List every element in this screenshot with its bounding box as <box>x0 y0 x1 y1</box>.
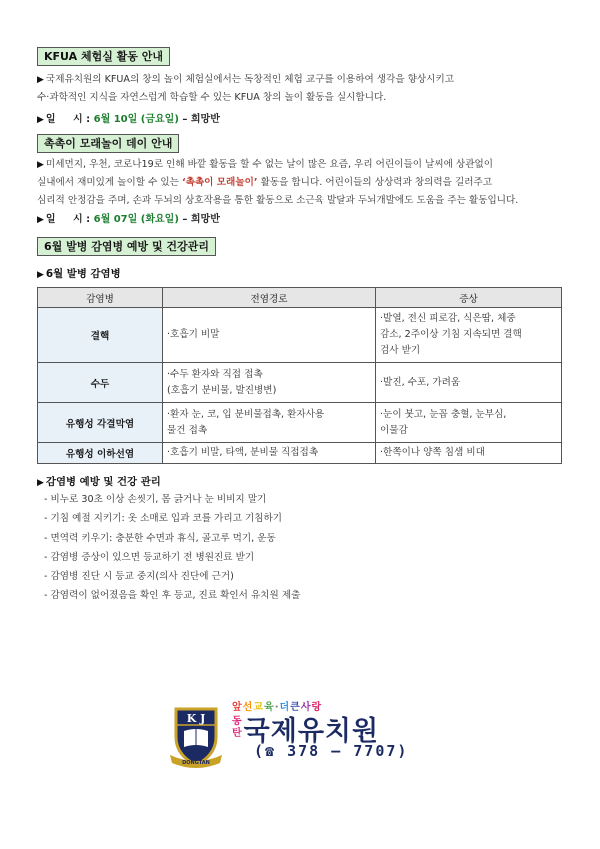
kfua-date-line <box>37 110 220 125</box>
symptom-line: ·한쪽이나 양쪽 침샘 비대 <box>380 447 485 458</box>
kfua-description <box>37 71 567 107</box>
slogan-char: 육 <box>264 702 275 713</box>
dongtan-char-1: 동 <box>232 716 242 727</box>
sand-class: – 희망반 <box>182 214 220 225</box>
kindergarten-name: 국제유치원 <box>243 715 380 747</box>
brand-name <box>232 713 380 747</box>
slogan-char: 사 <box>300 702 312 713</box>
sand-date-line <box>37 210 220 225</box>
prevention-heading-text: 감염병 예방 및 건강 관리 <box>45 476 161 488</box>
symptom-line: 검사 받기 <box>380 345 421 356</box>
slogan-char: 교 <box>253 702 265 713</box>
route-line: ·환자 눈, 코, 입 분비물접촉, 환자사용 <box>167 408 325 420</box>
table-row <box>38 403 562 443</box>
route-cell <box>163 308 376 363</box>
symptom-cell <box>376 443 562 464</box>
kfua-date-label: 일 시 : <box>45 114 91 125</box>
disease-name: 유행성 각결막염 <box>38 403 163 443</box>
health-section-title: 6월 발병 감염병 예방 및 건강관리 <box>37 237 216 256</box>
col-header-symptoms: 증상 <box>376 288 562 308</box>
symptom-line: 이물감 <box>380 424 408 436</box>
list-item: - 비누로 30초 이상 손씻기, 몸 긁거나 눈 비비지 말기 <box>44 494 267 505</box>
disease-name: 유행성 이하선염 <box>38 443 163 464</box>
triangle-bullet-icon: ▶ <box>37 75 44 85</box>
col-header-disease: 감염병 <box>38 288 163 308</box>
col-header-route: 전염경로 <box>163 288 376 308</box>
kfua-class: – 희망반 <box>182 114 220 125</box>
symptom-cell <box>376 403 562 443</box>
slogan-char: 선 <box>242 702 254 713</box>
triangle-bullet-icon: ▶ <box>37 115 44 125</box>
list-item: - 감염병 증상이 있으면 등교하기 전 병원진료 받기 <box>44 551 255 563</box>
kfua-date: 6월 10일 (금요일) <box>93 114 179 125</box>
emblem-icon <box>166 703 226 769</box>
list-item: - 면역력 키우기: 충분한 수면과 휴식, 골고루 먹기, 운동 <box>44 532 276 544</box>
table-row <box>38 443 562 464</box>
prevention-list <box>44 490 300 606</box>
disease-name: 수두 <box>38 363 163 403</box>
symptom-cell <box>376 308 562 363</box>
route-line: ·호흡기 비말 <box>167 329 220 340</box>
phone-number: (☎ 378 – 7707) <box>254 742 409 760</box>
triangle-bullet-icon: ▶ <box>37 215 44 225</box>
triangle-bullet-icon: ▶ <box>37 160 44 170</box>
route-cell <box>163 443 376 464</box>
sand-line-1: 미세먼지, 우천, 코로나19로 인해 바깥 활동을 할 수 없는 날이 많은 요즘, 우리 어린이들이 날씨에 상관없이 <box>45 159 493 170</box>
sand-date: 6월 07일 (화요일) <box>93 214 179 225</box>
slogan-char: 앞 <box>232 702 243 713</box>
triangle-bullet-icon: ▶ <box>37 478 44 488</box>
route-line: (호흡기 분비물, 발진병변) <box>167 384 277 396</box>
route-cell <box>163 403 376 443</box>
slogan-char: · <box>274 702 280 713</box>
slogan-char: 큰 <box>290 702 301 713</box>
symptom-line: ·발진, 수포, 가려움 <box>380 376 461 388</box>
disease-table <box>37 287 562 464</box>
prevention-heading <box>37 473 161 488</box>
slogan-char: 더 <box>279 702 291 713</box>
route-line: ·수두 환자와 직접 접촉 <box>167 368 263 380</box>
dongtan-label <box>232 716 242 740</box>
slogan-char: 랑 <box>311 702 323 713</box>
sand-highlight: ‘촉촉이 모래놀이’ <box>182 177 258 188</box>
sand-line-3: 심리적 안정감을 주며, 손과 두뇌의 상호작용을 통한 활동으로 소근육 발달과 두뇌개발에도 도움을 주는 활동입니다. <box>37 195 519 206</box>
symptom-line: 감소, 2주이상 기침 지속되면 결핵 <box>380 329 522 340</box>
kfua-section-title: KFUA 체험실 활동 안내 <box>37 47 170 66</box>
sand-line-2b: 활동을 합니다. 어린이들의 상상력과 창의력을 길러주고 <box>257 177 493 188</box>
list-item: - 기침 예절 지키기: 옷 소매로 입과 코를 가리고 기침하기 <box>44 513 283 525</box>
kfua-line-2: 수·과학적인 지식을 자연스럽게 학습할 수 있는 KFUA 창의 놀이 활동을 실시합니다. <box>37 92 387 103</box>
disease-name: 결핵 <box>38 308 163 363</box>
kfua-line-1: 국제유치원의 KFUA의 창의 놀이 체험실에서는 독창적인 체험 교구를 이용하여 생각을 향상시키고 <box>45 74 454 85</box>
symptom-cell <box>376 363 562 403</box>
route-line: ·호흡기 비말, 타액, 분비물 직접접촉 <box>167 447 319 458</box>
dongtan-char-2: 탄 <box>232 728 242 739</box>
list-item: - 감염력이 없어졌음을 확인 후 등교, 진료 확인서 유치원 제출 <box>44 590 301 602</box>
symptom-line: ·눈이 붓고, 눈꼽 충혈, 눈부심, <box>380 408 507 420</box>
sand-section-title: 촉촉이 모래놀이 데이 안내 <box>37 134 179 153</box>
emblem-letters: K J <box>186 712 206 725</box>
route-line: 물건 접촉 <box>167 424 208 436</box>
triangle-bullet-icon: ▶ <box>37 270 44 280</box>
sand-date-label: 일 시 : <box>45 214 91 225</box>
route-cell <box>163 363 376 403</box>
symptom-line: ·발열, 전신 피로감, 식은땀, 체중 <box>380 313 516 324</box>
list-item: - 감염병 진단 시 등교 중지(의사 진단에 근거) <box>44 571 234 583</box>
table-row <box>38 308 562 363</box>
table-row <box>38 363 562 403</box>
table-heading-text: 6월 발병 감염병 <box>45 268 121 280</box>
sand-line-2a: 실내에서 재미있게 놀이할 수 있는 <box>37 177 182 188</box>
sand-description <box>37 156 567 210</box>
table-heading <box>37 265 121 280</box>
emblem-ribbon-text: DONGTAN <box>182 760 210 766</box>
